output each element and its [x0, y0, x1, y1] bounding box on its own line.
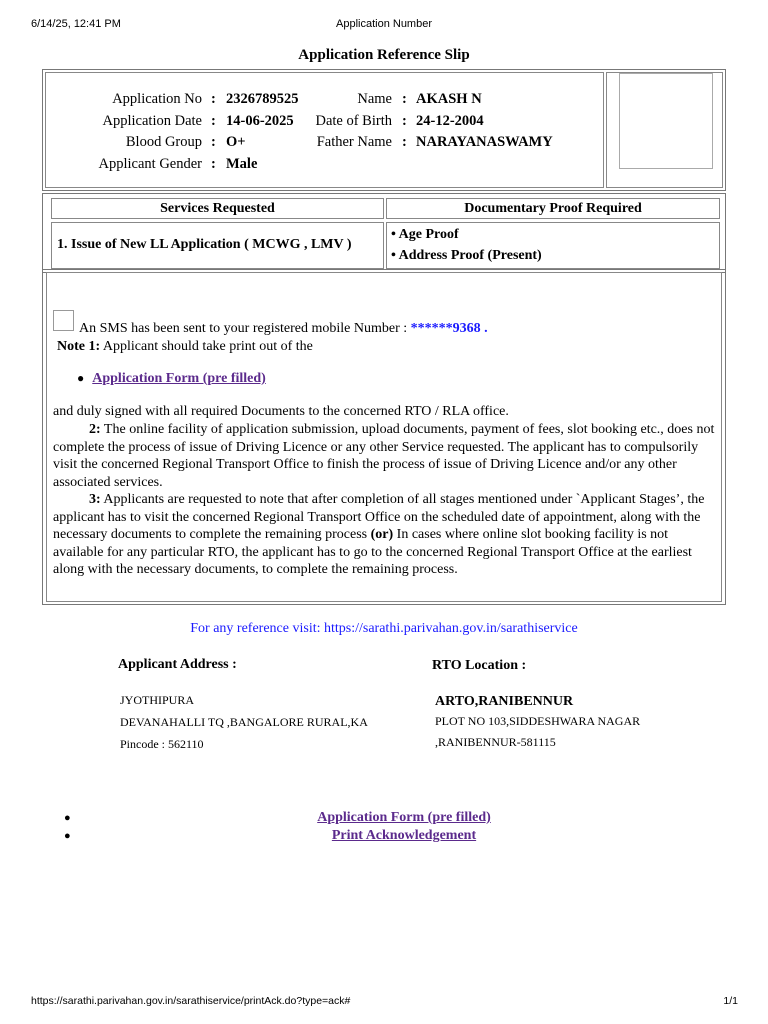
app-no-value: 2326789525 — [226, 91, 299, 107]
reference-url: For any reference visit: https://sarathi.parivahan.gov.in/sarathiservice — [190, 621, 578, 636]
sep: : — [402, 91, 407, 107]
application-form-link-bottom[interactable]: Application Form (pre filled) — [317, 810, 491, 825]
proof-cell — [386, 222, 720, 269]
name-label: Name — [357, 91, 392, 107]
checkbox[interactable] — [53, 310, 74, 331]
note-1-label: Note 1: — [57, 339, 101, 354]
dob-value: 24-12-2004 — [416, 113, 484, 129]
app-no-label: Application No — [112, 91, 202, 107]
dob-label: Date of Birth — [315, 113, 392, 129]
note-3-or: (or) — [370, 527, 394, 542]
bullet: ● — [64, 830, 71, 842]
services-header: Services Requested — [51, 198, 384, 219]
gender-label: Applicant Gender — [98, 156, 202, 172]
note-3-label: 3: — [89, 492, 101, 507]
sep: : — [211, 91, 216, 107]
app-date-value: 14-06-2025 — [226, 113, 294, 129]
photo-placeholder — [619, 73, 713, 169]
proof-item: • Address Proof (Present) — [391, 248, 542, 263]
rto-name: ARTO,RANIBENNUR — [435, 694, 574, 709]
print-page-title: Application Number — [336, 18, 432, 30]
after-link-text: and duly signed with all required Documents to the concerned RTO / RLA office. — [53, 404, 509, 419]
blood-group-value: O+ — [226, 134, 246, 150]
print-page-number: 1/1 — [723, 995, 738, 1007]
print-datetime: 6/14/25, 12:41 PM — [31, 18, 121, 30]
rto-label: RTO Location : — [432, 658, 527, 673]
sep: : — [402, 113, 407, 129]
service-cell — [51, 222, 384, 269]
note-1-text: Applicant should take print out of the — [102, 339, 313, 354]
rto-address-line: PLOT NO 103,SIDDESHWARA NAGAR — [435, 714, 641, 728]
note-3 — [53, 491, 717, 579]
address-line: JYOTHIPURA — [120, 693, 195, 707]
proof-item: • Age Proof — [391, 227, 459, 242]
sep: : — [211, 156, 216, 172]
application-form-link[interactable]: Application Form (pre filled) — [92, 371, 266, 386]
sms-mobile-number: ******9368 . — [410, 321, 488, 336]
sep: : — [402, 134, 407, 150]
note-2-text: The online facility of application submission, upload documents, payment of fees, slot booking etc., does not complete the process of issue of Driving Licence or any other Service requested. The applicant has to compulsorily visit the concerned Regional Transport Office to finish the process of issue of Driving Licence and/or any other associated services. — [53, 422, 715, 490]
address-line: DEVANAHALLI TQ ,BANGALORE RURAL,KA — [120, 715, 368, 729]
gender-value: Male — [226, 156, 258, 172]
sms-text: An SMS has been sent to your registered mobile Number : — [79, 321, 408, 336]
address-label: Applicant Address : — [118, 657, 237, 672]
bottom-link-row-1 — [0, 810, 768, 826]
sms-notice — [79, 320, 743, 338]
app-date-label: Application Date — [102, 113, 202, 129]
bottom-link-row-2 — [0, 828, 768, 844]
form-link-item — [77, 370, 741, 388]
note-1 — [57, 338, 721, 356]
note-3-text-a: Applicants are requested to note that after completion of all stages mentioned under `Applicant Stages’, the applicant has to visit the concerned Regional Transport Office on the scheduled date of appointment, along with the necessary documents to complete the remaining process — [53, 492, 705, 542]
address-pincode: Pincode : 562110 — [120, 737, 204, 751]
note-3-text-b: In cases where online slot booking facility is not available for any particular RTO, the applicant has to go to the concerned Regional Transport Office at the earliest along with the necessary documents, to complete the remaining process. — [53, 527, 692, 577]
service-item: 1. Issue of New LL Application ( MCWG , LMV ) — [57, 237, 352, 252]
blood-group-label: Blood Group — [125, 134, 202, 150]
sep: : — [211, 134, 216, 150]
slip-title: Application Reference Slip — [298, 47, 470, 63]
name-value: AKASH N — [416, 91, 482, 107]
father-name-value: NARAYANASWAMY — [416, 134, 553, 150]
sep: : — [211, 113, 216, 129]
bullet: ● — [77, 371, 85, 385]
note-2-label: 2: — [89, 422, 101, 437]
proof-header: Documentary Proof Required — [386, 198, 720, 219]
father-name-label: Father Name — [316, 134, 392, 150]
note-2 — [53, 421, 717, 491]
print-acknowledgement-link[interactable]: Print Acknowledgement — [331, 828, 477, 843]
bullet: ● — [64, 812, 71, 824]
print-footer-url: https://sarathi.parivahan.gov.in/sarathiservice/printAck.do?type=ack# — [31, 995, 351, 1007]
rto-address-line: ,RANIBENNUR-581115 — [435, 735, 556, 749]
